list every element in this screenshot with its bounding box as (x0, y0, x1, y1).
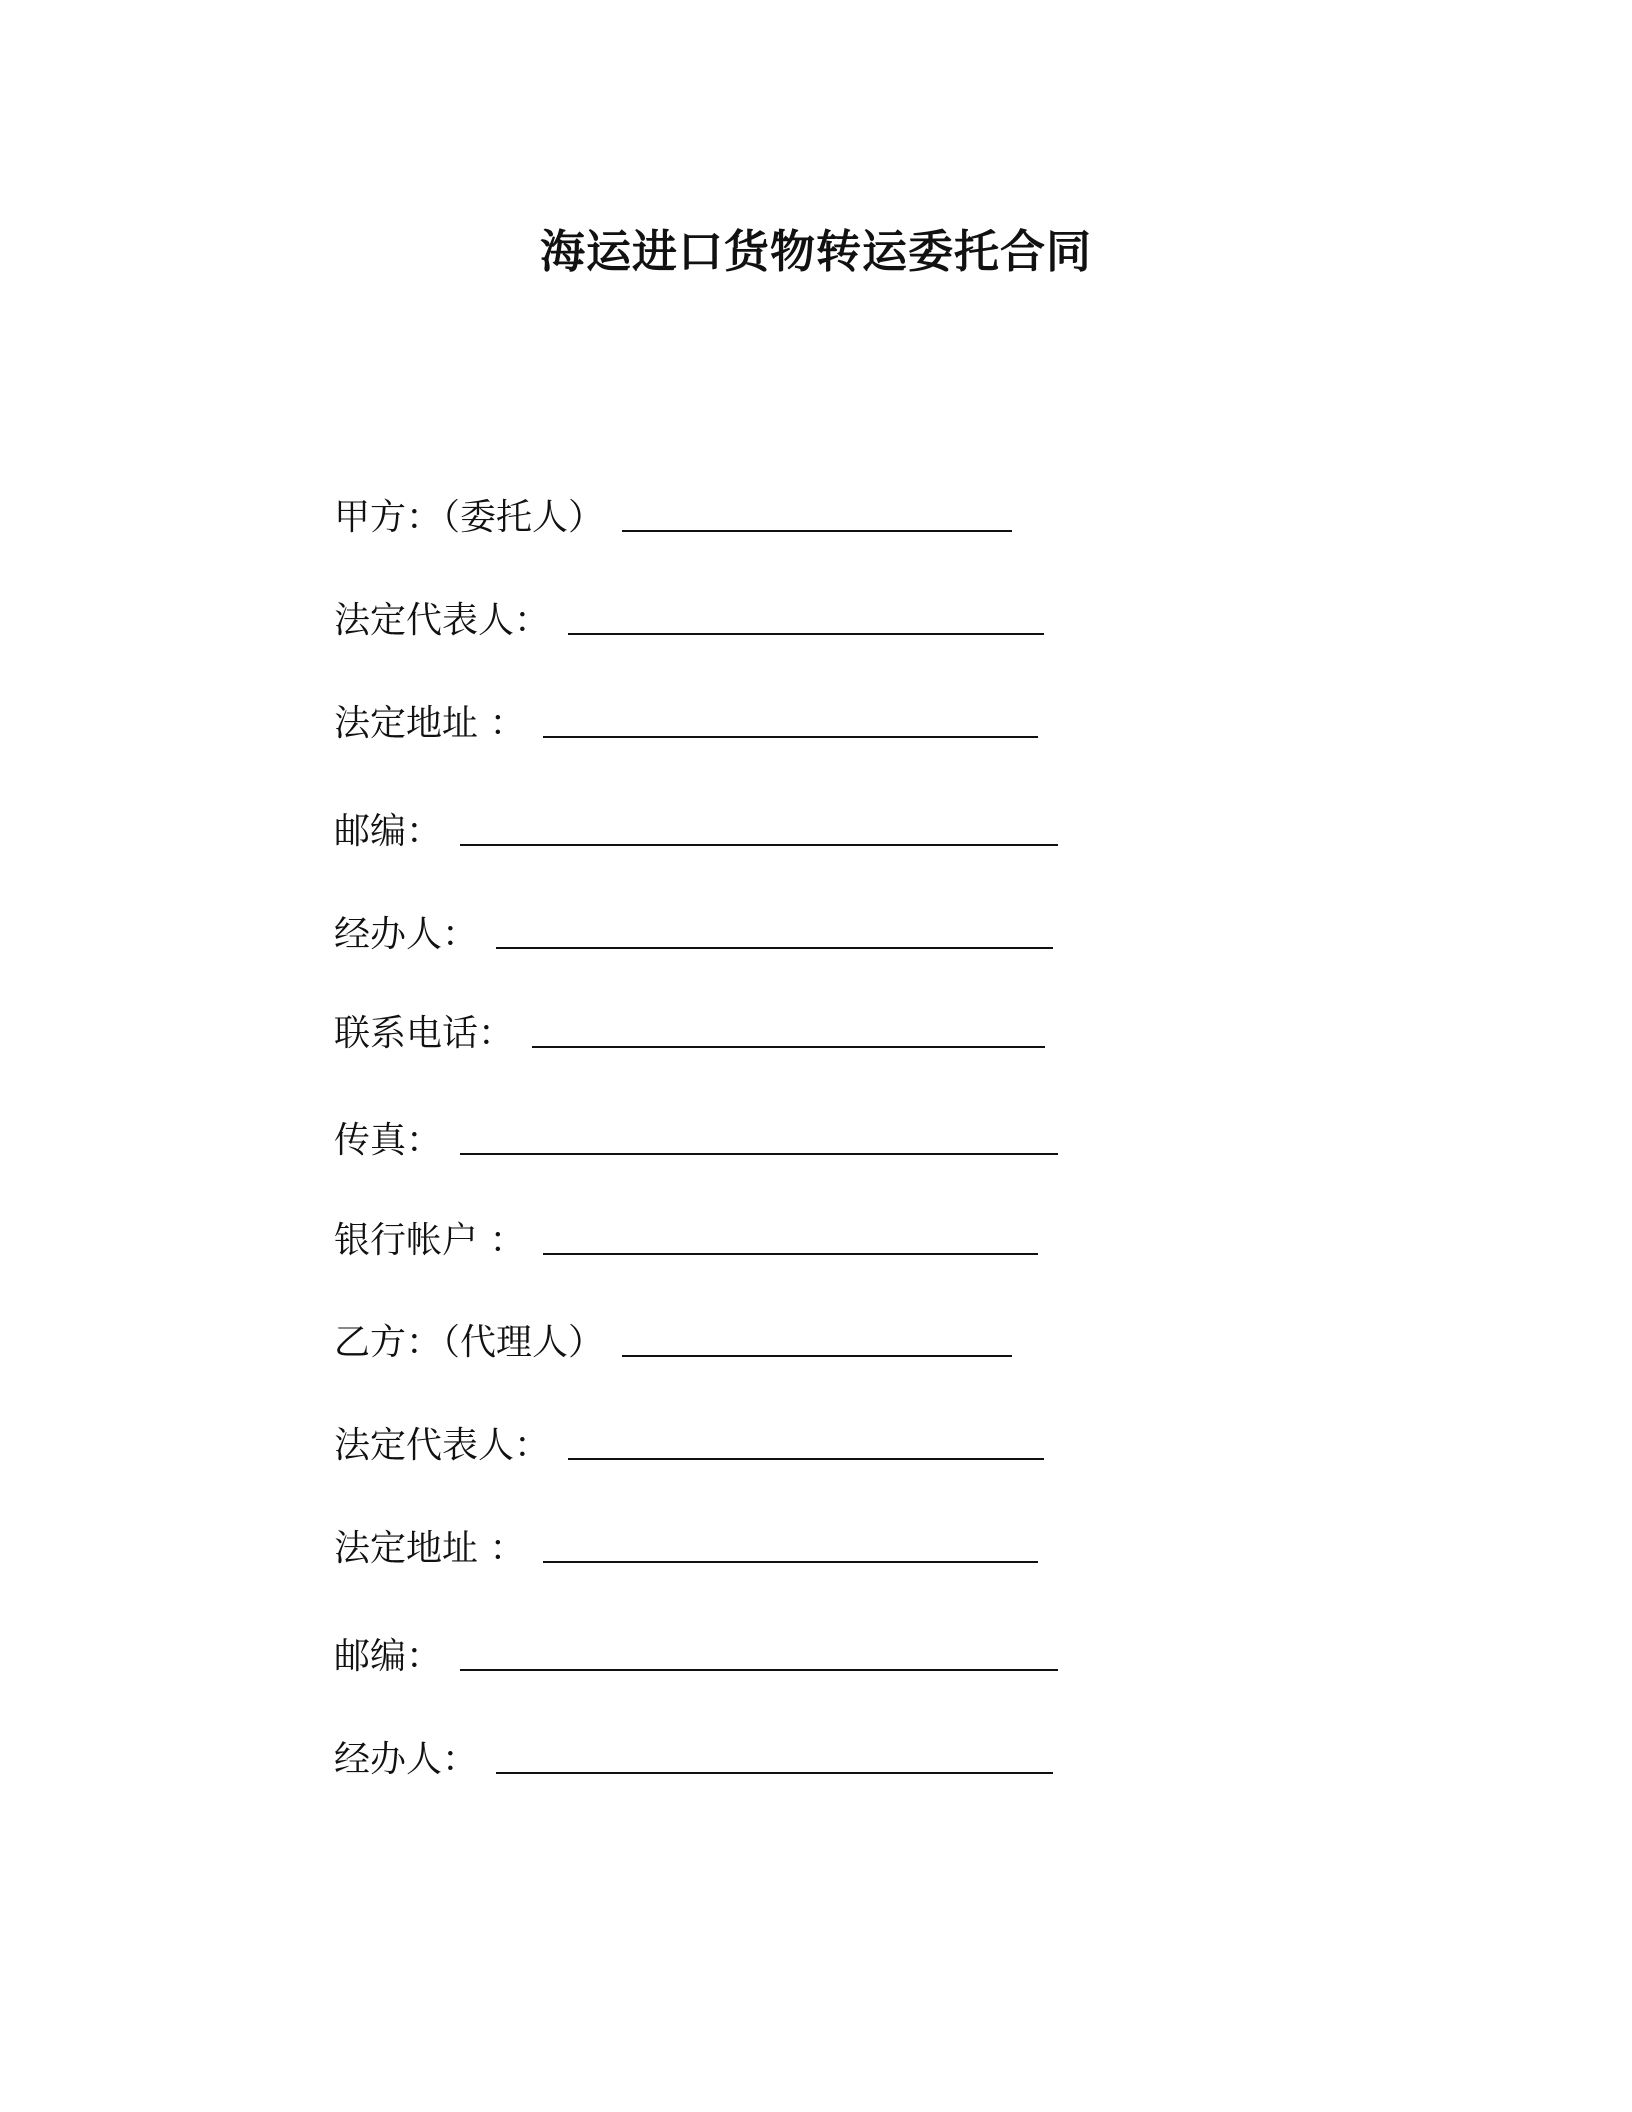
field-legal-address-a (334, 698, 1038, 750)
field-label: 经办人： (334, 914, 479, 955)
fill-in-blank (543, 736, 1038, 738)
field-label: 经办人： (334, 1739, 479, 1780)
field-bank-account-a (334, 1215, 1038, 1267)
field-party-a (334, 492, 1012, 544)
field-handler-b (334, 1734, 1053, 1786)
field-label: 法定地址 ： (334, 1528, 526, 1569)
field-fax-a (334, 1115, 1058, 1167)
field-phone-a (334, 1008, 1045, 1060)
fill-in-blank (496, 947, 1053, 949)
fill-in-blank (460, 844, 1058, 846)
fill-in-blank (622, 1355, 1012, 1357)
field-legal-representative-a (334, 595, 1044, 647)
fill-in-blank (568, 633, 1044, 635)
fill-in-blank (622, 530, 1012, 532)
fill-in-blank (543, 1253, 1038, 1255)
fill-in-blank (496, 1772, 1053, 1774)
field-postcode-b (334, 1631, 1058, 1683)
field-label: 法定代表人： (334, 1425, 551, 1466)
field-label: 乙方：（代理人） (334, 1322, 605, 1363)
fill-in-blank (460, 1669, 1058, 1671)
field-handler-a (334, 909, 1053, 961)
field-legal-representative-b (334, 1420, 1044, 1472)
fill-in-blank (543, 1561, 1038, 1563)
field-label: 邮编： (334, 1636, 443, 1677)
field-label: 法定地址 ： (334, 703, 526, 744)
field-postcode-a (334, 806, 1058, 858)
field-label: 甲方：（委托人） (334, 497, 605, 538)
field-label: 联系电话： (334, 1013, 515, 1054)
field-legal-address-b (334, 1523, 1038, 1575)
fill-in-blank (532, 1046, 1045, 1048)
fill-in-blank (568, 1458, 1044, 1460)
field-party-b (334, 1317, 1012, 1369)
field-label: 邮编： (334, 811, 443, 852)
fill-in-blank (460, 1153, 1058, 1155)
field-label: 传真： (334, 1120, 443, 1161)
field-label: 银行帐户 ： (334, 1220, 526, 1261)
field-label: 法定代表人： (334, 600, 551, 641)
document-title: 海运进口货物转运委托合同 (539, 225, 1092, 278)
